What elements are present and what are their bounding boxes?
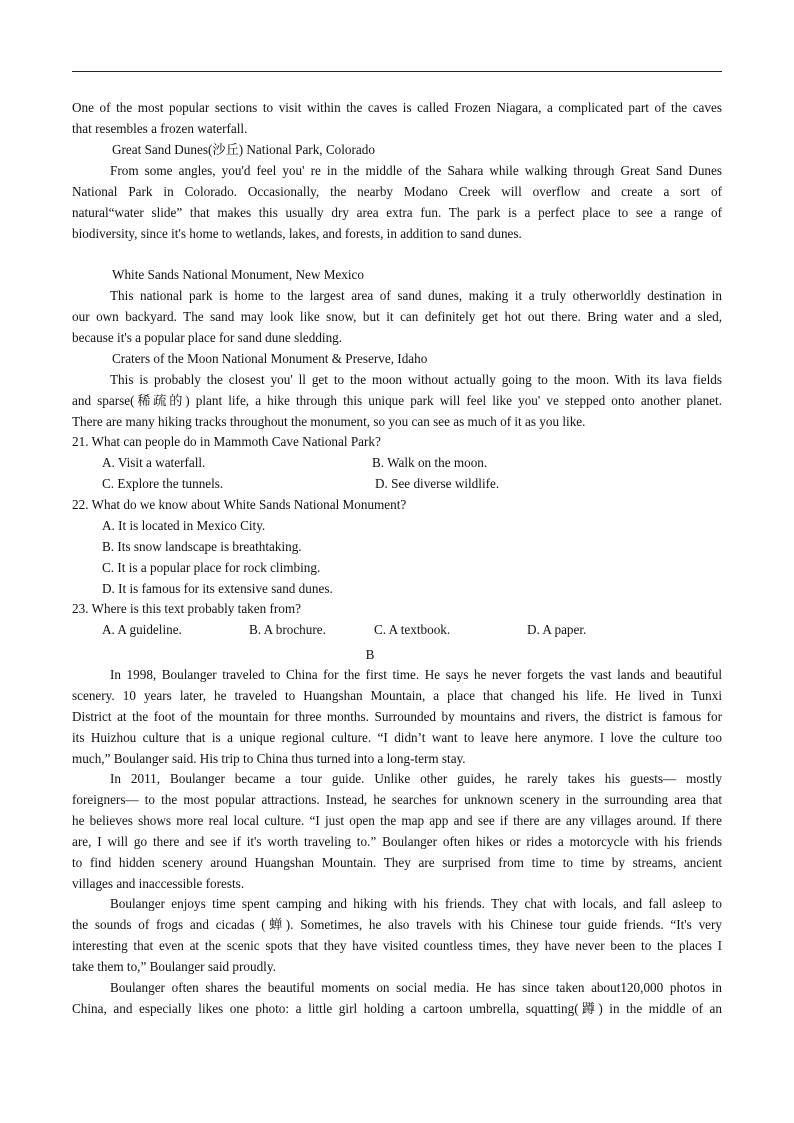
option-d: D. See diverse wildlife. [375, 476, 500, 491]
text-line: In 1998, Boulanger traveled to China for the first time. He says he never forgets the vast lands and beautiful [110, 667, 722, 682]
text-line: and sparse(稀疏的) plant life, a hike through this unique park will feel like you' ve stepped onto another planet. [72, 393, 722, 408]
option-b: B. Walk on the moon. [372, 455, 488, 470]
text-line: scenery. 10 years later, he traveled to Huangshan Mountain, a place that changed his life. He lived in Tunxi [72, 688, 722, 703]
text-line: Boulanger often shares the beautiful moments on social media. He has since taken about120,000 photos in [110, 980, 722, 995]
text-line: biodiversity, since it's home to wetlands, lakes, and forests, in addition to sand dunes. [72, 226, 522, 241]
option-a: A. It is located in Mexico City. [102, 518, 266, 533]
text-line: to find hidden scenery around Huangshan Mountain. They are surprised from time to time by streams, ancient [72, 855, 722, 870]
text-line: our own backyard. The sand may look like snow, but it can definitely get hot out there. Bring water and a sled, [72, 309, 722, 324]
text-line: take them to,” Boulanger said proudly. [72, 959, 276, 974]
text-line: This is probably the closest you' ll get to the moon without actually going to the moon. With its lava fields [110, 372, 722, 387]
text-line: he believes shows more real local culture. “I just open the map app and see if there are any villages around. If there [72, 813, 722, 828]
text-line: China, and especially likes one photo: a little girl holding a cartoon umbrella, squatting(蹲) in the middle of an [72, 1001, 722, 1016]
text-line: From some angles, you'd feel you' re in the middle of the Sahara while walking through Great Sand Dunes [110, 163, 722, 178]
text-line: National Park in Colorado. Occasionally, the nearby Modano Creek will overflow and create a sort of [72, 184, 722, 199]
question-stem: 22. What do we know about White Sands National Monument? [72, 497, 407, 512]
text-line: There are many hiking tracks throughout the monument, so you can see as much of it as you like. [72, 414, 586, 429]
option-d: D. It is famous for its extensive sand dunes. [102, 581, 333, 596]
option-b: B. A brochure. [249, 622, 326, 637]
option-a: A. A guideline. [102, 622, 182, 637]
text-line: because it's a popular place for sand dune sledding. [72, 330, 343, 345]
text-line: are, I will go there and see if it's worth traveling to.” Boulanger often hikes or rides a motorcycle with his friends [72, 834, 722, 849]
text-line: District at the foot of the mountain for three months. Surrounded by mountains and rivers, the district is famous for [72, 709, 722, 724]
text-line: that resembles a frozen waterfall. [72, 121, 248, 136]
text-line: foreigners— to the most popular attractions. Instead, he searches for unknown scenery in the surrounding area that [72, 792, 722, 807]
option-b: B. Its snow landscape is breathtaking. [102, 539, 302, 554]
option-c: C. It is a popular place for rock climbing. [102, 560, 321, 575]
option-c: C. Explore the tunnels. [102, 476, 224, 491]
header-rule [72, 71, 722, 72]
text-line: One of the most popular sections to visit within the caves is called Frozen Niagara, a complicated part of the caves [72, 100, 722, 115]
option-a: A. Visit a waterfall. [102, 455, 206, 470]
question-stem: 23. Where is this text probably taken from? [72, 601, 302, 616]
section-label: B [365, 647, 375, 662]
text-line: Boulanger enjoys time spent camping and hiking with his friends. They chat with locals, and fall asleep to [110, 896, 722, 911]
text-line: In 2011, Boulanger became a tour guide. Unlike other guides, he rarely takes his guests— mostly [110, 771, 722, 786]
option-c: C. A textbook. [374, 622, 451, 637]
section-heading: Great Sand Dunes(沙丘) National Park, Colorado [112, 142, 375, 157]
section-heading: White Sands National Monument, New Mexico [112, 267, 364, 282]
section-heading: Craters of the Moon National Monument & Preserve, Idaho [112, 351, 428, 366]
text-line: its Huizhou culture that is a unique regional culture. “I didn’t want to leave here anymore. I love the culture too [72, 730, 722, 745]
text-line: This national park is home to the largest area of sand dunes, making it a truly otherworldly destination in [110, 288, 722, 303]
text-line: villages and inaccessible forests. [72, 876, 245, 891]
option-d: D. A paper. [527, 622, 587, 637]
text-line: natural“water slide” that makes this usually dry area extra fun. The park is a perfect place to see a range of [72, 205, 722, 220]
question-stem: 21. What can people do in Mammoth Cave National Park? [72, 434, 381, 449]
text-line: much,” Boulanger said. His trip to China thus turned into a long-term stay. [72, 751, 466, 766]
text-line: the sounds of frogs and cicadas (蝉). Sometimes, he also travels with his Chinese tour guide friends. “It's very [72, 917, 722, 932]
text-line: interesting that even at the scenic spots that they have visited countless times, they have never been to the places I [72, 938, 722, 953]
